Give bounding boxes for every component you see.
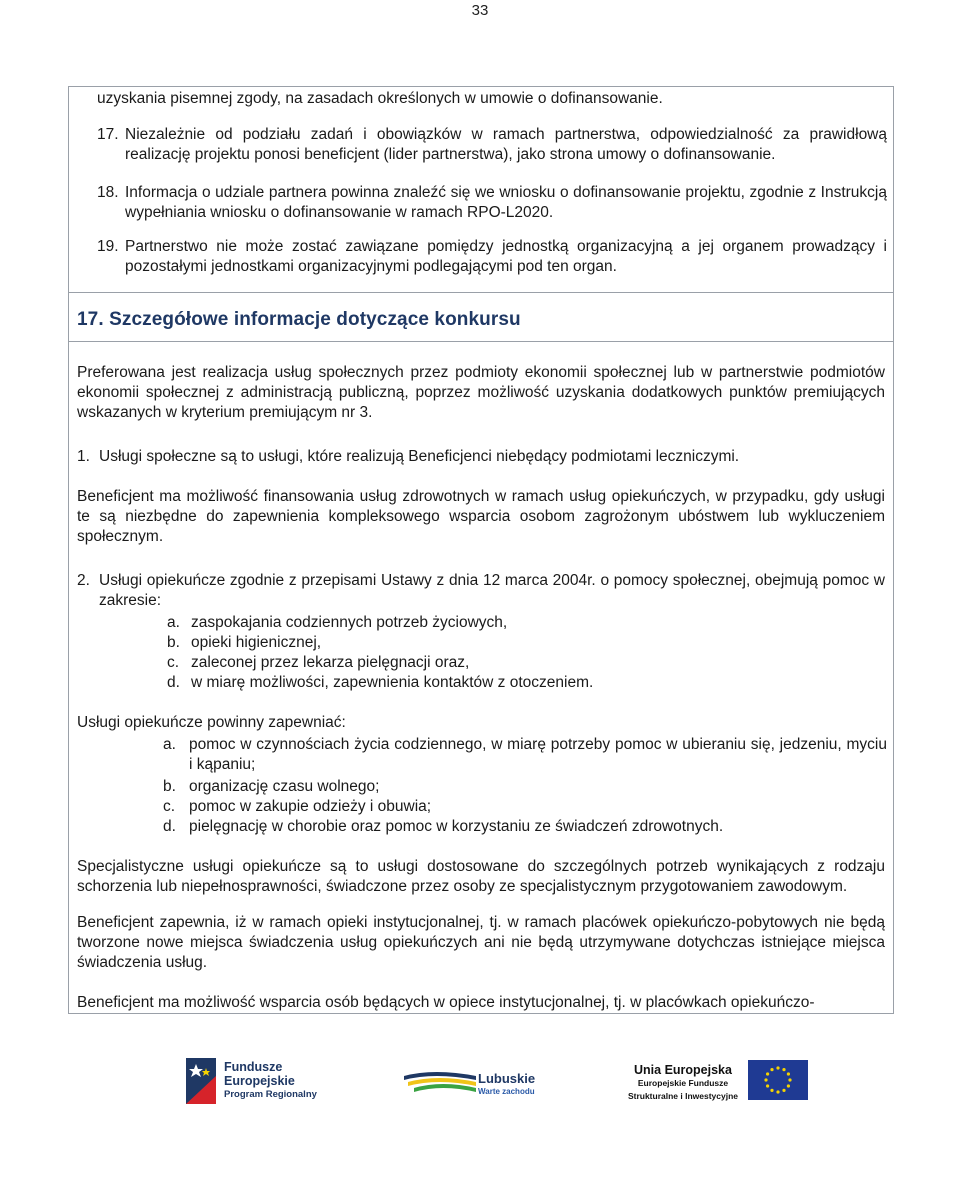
lubuskie-logo (404, 1062, 554, 1102)
paragraph-health-services: Beneficjent ma możliwość finansowania usług zdrowotnych w ramach usług opiekuńczych, w przypadku, gdy usługi te są niezbędne do zapewnienia kompleksowego wsparcia osobom zagrożonym ubóstwem lub wykluczeniem społecznym. (77, 488, 885, 545)
paragraph-institutional-care: Beneficjent zapewnia, iż w ramach opieki instytucjonalnej, tj. w ramach placówek opiekuńczo-pobytowych nie będą tworzone nowe miejsca świadczenia usług opiekuńczych ani nie będą utrzymywane dotychczas istniejące miejsca świadczenia usług. (77, 914, 885, 971)
list1-letter-d: d. (167, 674, 180, 691)
page-number: 33 (471, 2, 489, 19)
list2-letter-d: d. (163, 818, 176, 835)
lubuskie-wave-icon (404, 1062, 476, 1098)
item-17-number: 17. (97, 126, 119, 143)
section-heading: 17. Szczegółowe informacje dotyczące konkursu (77, 309, 521, 330)
list1-item-b: opieki higienicznej, (191, 634, 322, 651)
item-18-number: 18. (97, 184, 119, 201)
list1-item-d: w miarę możliwości, zapewnienia kontaktów z otoczeniem. (191, 674, 594, 691)
heading-divider (69, 341, 893, 342)
unia-europejska-logo (624, 1064, 810, 1104)
list2-item-c: pomoc w zakupie odzieży i obuwia; (189, 798, 432, 815)
item-19-text: Partnerstwo nie może zostać zawiązane pomiędzy jednostką organizacyjną a jej organem prowadzący i pozostałymi jednostkami organizacyjnymi podlegającymi pod ten organ. (125, 238, 887, 275)
point-2-text: Usługi opiekuńcze zgodnie z przepisami Ustawy z dnia 12 marca 2004r. o pomocy społecznej, obejmują pomoc w zakresie: (99, 572, 885, 609)
list2-letter-a: a. (163, 736, 176, 753)
eu-flag-icon (748, 1060, 808, 1100)
list1-letter-b: b. (167, 634, 180, 651)
list1-letter-a: a. (167, 614, 180, 631)
list1-letter-c: c. (167, 654, 180, 671)
list2-letter-b: b. (163, 778, 176, 795)
lb-line-1: Lubuskie (478, 1071, 536, 1086)
paragraph-specialist-services: Specjalistyczne usługi opiekuńcze są to usługi dostosowane do szczególnych potrzeb wynikających z rodzaju schorzenia lub niepełnosprawności, świadczone przez osoby ze specjalistycznym przygotowaniem zawodowym. (77, 858, 885, 895)
item-17-text: Niezależnie od podziału zadań i obowiązków w ramach partnerstwa, odpowiedzialność za prawidłową realizację projektu ponosi beneficjent (lider partnerstwa), jako strona umowy o dofinansowanie. (125, 126, 887, 163)
list1-item-c: zaleconej przez lekarza pielęgnacji oraz, (191, 654, 470, 671)
fe-emblem-icon (186, 1058, 216, 1104)
point-1-text: Usługi społeczne są to usługi, które realizują Beneficjenci niebędący podmiotami leczniczymi. (99, 448, 740, 465)
lb-line-2: Warte zachodu (478, 1087, 535, 1096)
intro-text: uzyskania pisemnej zgody, na zasadach określonych w umowie o dofinansowanie. (97, 90, 663, 107)
partnership-box (68, 86, 894, 292)
list2-letter-c: c. (163, 798, 176, 815)
paragraph-institutional-support: Beneficjent ma możliwość wsparcia osób będących w opiece instytucjonalnej, tj. w placówkach opiekuńczo- (77, 994, 815, 1011)
fe-line-1: Fundusze (224, 1060, 283, 1074)
point-1-number: 1. (77, 448, 90, 465)
list2-item-a: pomoc w czynnościach życia codziennego, w miarę potrzeby pomoc w ubieraniu się, jedzeniu, myciu i kąpaniu; (189, 736, 887, 773)
point-2-number: 2. (77, 572, 90, 589)
item-18-text: Informacja o udziale partnera powinna znaleźć się we wniosku o dofinansowanie projektu, zgodnie z Instrukcją wypełniania wniosku o dofinansowanie w ramach RPO-L2020. (125, 184, 887, 221)
list2-item-b: organizację czasu wolnego; (189, 778, 380, 795)
fe-line-3: Program Regionalny (224, 1089, 317, 1100)
fe-line-2: Europejskie (224, 1074, 295, 1088)
fundusze-europejskie-logo (186, 1058, 326, 1108)
item-19-number: 19. (97, 238, 119, 255)
ue-line-3: Strukturalne i Inwestycyjne (627, 1091, 739, 1101)
section-box (68, 292, 894, 1014)
paragraph-care-services: Usługi opiekuńcze powinny zapewniać: (77, 714, 346, 731)
ue-line-2: Europejskie Fundusze (637, 1078, 729, 1088)
list2-item-d: pielęgnację w chorobie oraz pomoc w korzystaniu ze świadczeń zdrowotnych. (189, 818, 724, 835)
list1-item-a: zaspokajania codziennych potrzeb życiowych, (191, 614, 508, 631)
ue-line-1: Unia Europejska (634, 1063, 732, 1077)
paragraph-preferences: Preferowana jest realizacja usług społecznych przez podmioty ekonomii społecznej lub w partnerstwie podmiotów ekonomii społecznej z administracją publiczną, poprzez możliwość uzyskania dodatkowych punktów premiujących wskazanych w kryterium premiującym nr 3. (77, 364, 885, 421)
